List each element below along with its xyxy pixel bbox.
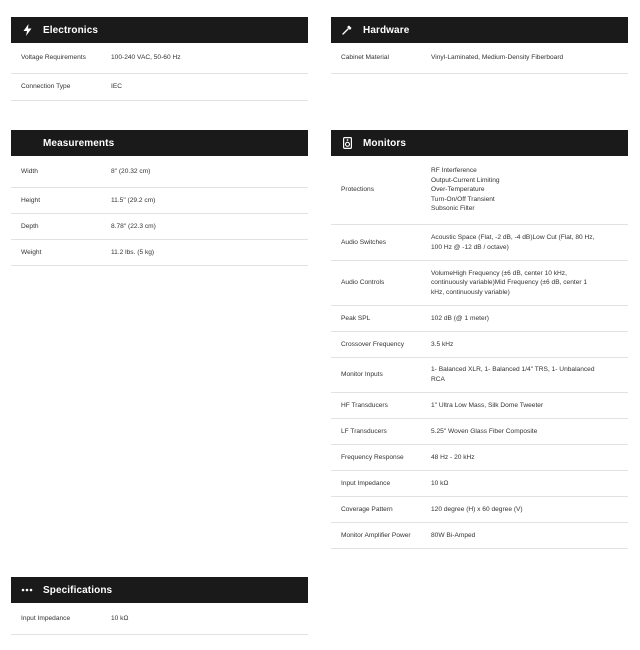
section-header-hardware xyxy=(331,17,628,43)
spec-value-line: RCA xyxy=(431,376,445,383)
spec-label: Coverage Pattern xyxy=(341,505,393,513)
spec-label: LF Transducers xyxy=(341,427,387,435)
spec-value xyxy=(431,269,628,298)
spec-row xyxy=(11,188,308,214)
spec-label: Depth xyxy=(21,222,39,230)
spec-value-line: Over-Temperature xyxy=(431,186,485,194)
spec-label: Audio Controls xyxy=(341,279,385,287)
spec-value: 8.78" (22.3 cm) xyxy=(111,222,156,230)
ruler-icon xyxy=(20,136,34,150)
spec-value-line: VolumeHigh Frequency (±6 dB, center 10 kHz, xyxy=(431,269,567,277)
section-electronics xyxy=(11,17,308,101)
section-monitors xyxy=(331,130,628,549)
spec-value: 3.5 kHz xyxy=(431,340,454,348)
spec-row xyxy=(11,43,308,74)
section-title: Monitors xyxy=(363,137,407,149)
spec-value: 48 Hz - 20 kHz xyxy=(431,453,475,461)
spec-label: Input Impedance xyxy=(21,614,71,622)
spec-value: 11.2 lbs. (5 kg) xyxy=(111,248,155,256)
spec-label: Frequency Response xyxy=(341,453,404,461)
section-specifications xyxy=(11,577,308,635)
spec-value-line: 1- Balanced XLR, 1- Balanced 1/4" TRS, 1- Unbalanced xyxy=(431,366,595,374)
spec-label: Peak SPL xyxy=(341,314,371,322)
spec-value: 10 kΩ xyxy=(111,614,129,622)
hammer-icon xyxy=(340,23,354,37)
speaker-icon xyxy=(340,136,354,150)
spec-value-line: kHz, continuously variable) xyxy=(431,288,510,296)
spec-value-line: continuously variable)Mid Frequency (±6 dB, center 1 xyxy=(431,279,588,287)
spec-row xyxy=(331,261,628,306)
spec-value xyxy=(431,233,628,252)
spec-label: Weight xyxy=(21,248,42,256)
spec-value: 8" (20.32 cm) xyxy=(111,167,151,175)
spec-row xyxy=(11,74,308,101)
spec-row xyxy=(331,523,628,549)
section-title: Measurements xyxy=(43,137,115,149)
lightning-bolt-icon xyxy=(20,23,34,37)
spec-label: Audio Switches xyxy=(341,238,387,246)
spec-label: Input Impedance xyxy=(341,479,391,487)
section-header-electronics xyxy=(11,17,308,43)
spec-label: Monitor Amplifier Power xyxy=(341,531,411,539)
spec-value-line: Acoustic Space (Flat, -2 dB, -4 dB)Low Cut (Flat, 80 Hz, xyxy=(431,233,595,241)
spec-label: Monitor Inputs xyxy=(341,371,383,379)
spec-value-line: Turn-On/Off Transient xyxy=(431,195,495,203)
spec-row xyxy=(11,156,308,188)
spec-row xyxy=(331,445,628,471)
spec-value-line: Subsonic Filter xyxy=(431,205,475,213)
spec-label: Crossover Frequency xyxy=(341,340,405,348)
section-header-specifications xyxy=(11,577,308,603)
spec-label: Width xyxy=(21,167,38,175)
spec-value: 10 kΩ xyxy=(431,479,449,487)
spec-row xyxy=(331,393,628,419)
section-header-measurements xyxy=(11,130,308,156)
spec-value: 1" Ultra Low Mass, Silk Dome Tweeter xyxy=(431,401,544,409)
spec-label: Height xyxy=(21,196,41,204)
spec-row xyxy=(331,306,628,332)
spec-row xyxy=(11,240,308,266)
more-dots-icon xyxy=(20,583,34,597)
spec-value: IEC xyxy=(111,83,122,91)
spec-value-line: 100 Hz @ -12 dB / octave) xyxy=(431,243,509,251)
section-title: Electronics xyxy=(43,24,99,36)
section-header-monitors xyxy=(331,130,628,156)
spec-value: 102 dB (@ 1 meter) xyxy=(431,314,490,322)
spec-value-line: Output-Current Limiting xyxy=(431,176,500,184)
spec-row xyxy=(331,471,628,497)
spec-row xyxy=(11,603,308,635)
spec-label: HF Transducers xyxy=(341,401,388,409)
spec-row xyxy=(331,419,628,445)
section-title: Hardware xyxy=(363,24,410,36)
spec-value-line: RF Interference xyxy=(431,167,477,175)
spec-value xyxy=(431,365,628,384)
spec-value xyxy=(431,166,628,214)
spec-value: 100-240 VAC, 50-60 Hz xyxy=(111,54,181,62)
spec-row xyxy=(331,358,628,393)
spec-row xyxy=(331,225,628,261)
section-hardware xyxy=(331,17,628,74)
spec-value: 80W Bi-Amped xyxy=(431,531,476,539)
spec-label: Voltage Requirements xyxy=(21,54,86,62)
spec-label: Connection Type xyxy=(21,83,71,91)
spec-row xyxy=(331,332,628,358)
spec-value: 5.25" Woven Glass Fiber Composite xyxy=(431,427,538,435)
spec-label: Cabinet Material xyxy=(341,54,390,62)
spec-value: 11.5" (29.2 cm) xyxy=(111,196,156,204)
spec-row xyxy=(331,156,628,225)
spec-row xyxy=(331,497,628,523)
spec-value: Vinyl-Laminated, Medium-Density Fiberboard xyxy=(431,54,564,62)
section-title: Specifications xyxy=(43,584,113,596)
spec-row xyxy=(331,43,628,74)
section-measurements xyxy=(11,130,308,266)
spec-value: 120 degree (H) x 60 degree (V) xyxy=(431,505,523,513)
spec-row xyxy=(11,214,308,240)
spec-label: Protections xyxy=(341,186,374,194)
